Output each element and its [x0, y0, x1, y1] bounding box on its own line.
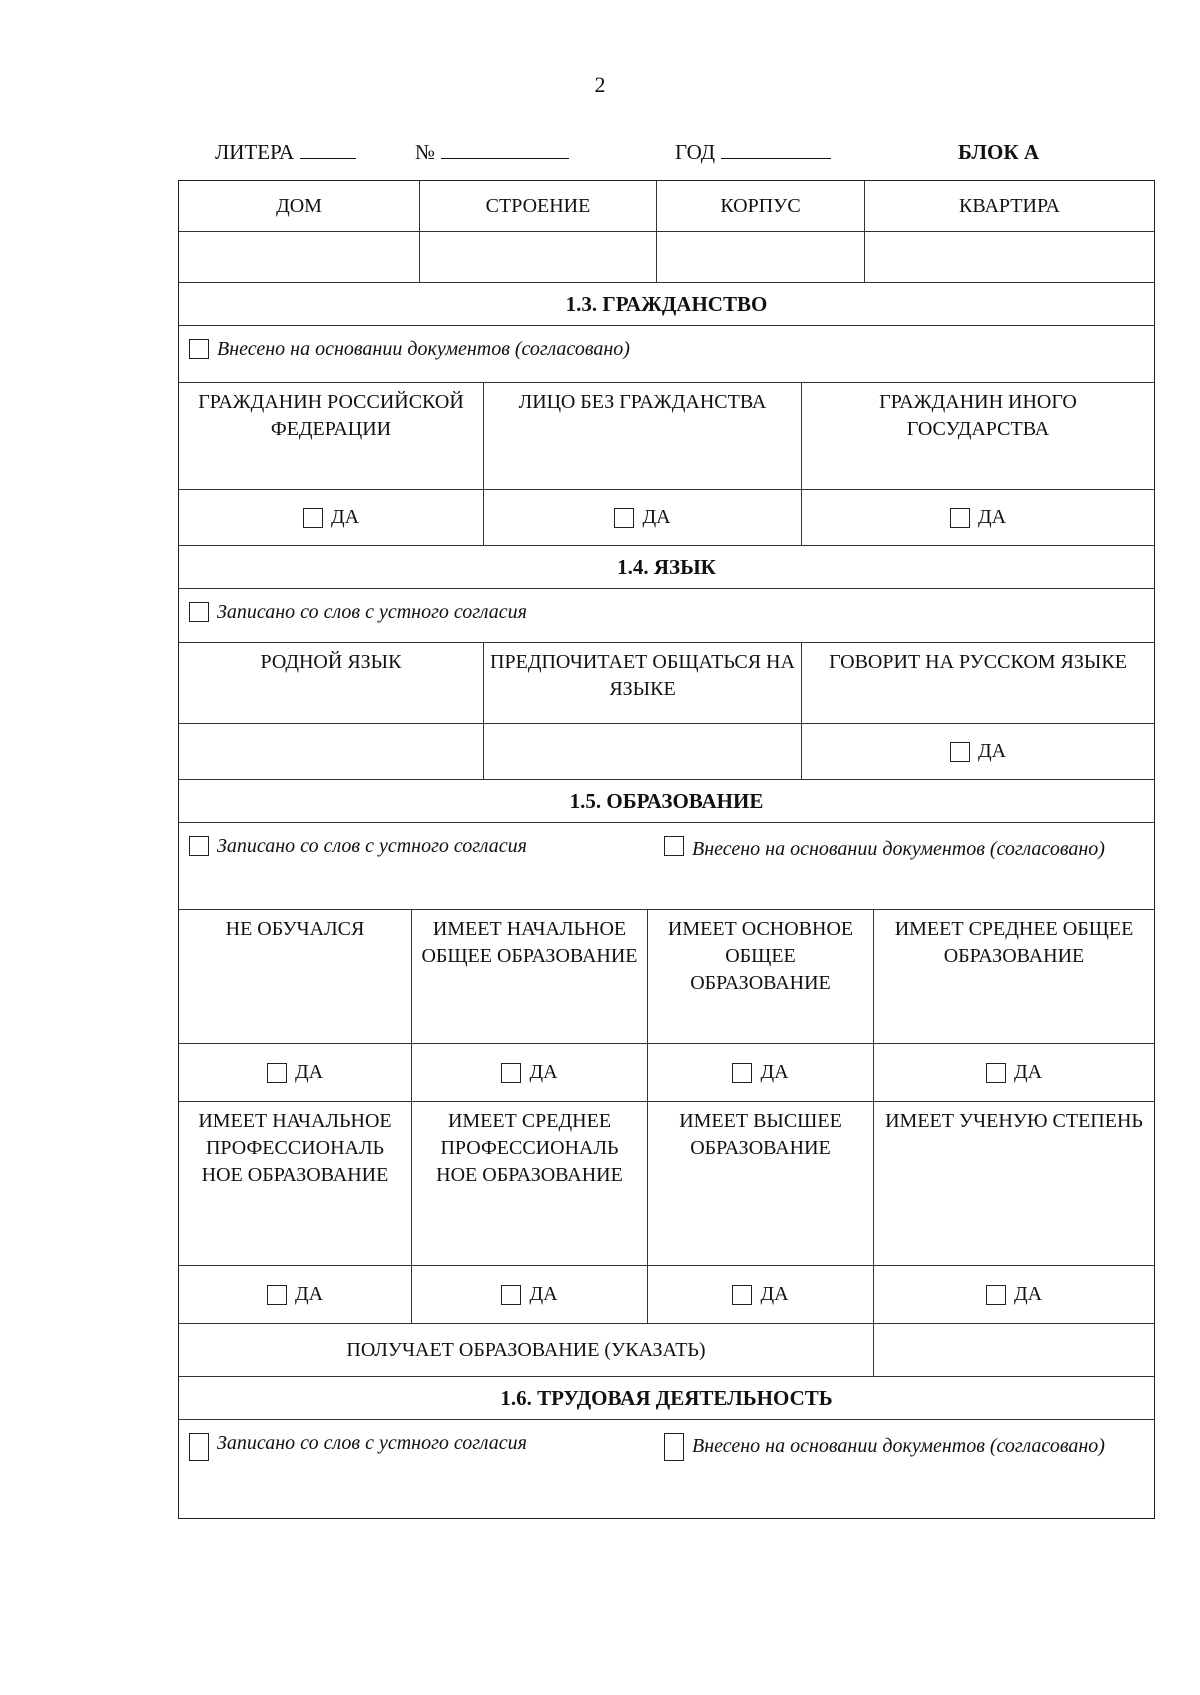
edu-none-checkbox[interactable] — [267, 1063, 287, 1083]
education-docs-checkbox[interactable] — [664, 836, 684, 856]
education-oral-label: Записано со слов с устного согласия — [217, 835, 527, 857]
language-title-row — [179, 545, 1154, 588]
employment-title-row — [179, 1376, 1154, 1419]
citizenship-options-row — [179, 382, 1154, 489]
edu-primary-vocational-label: ИМЕЕТ НАЧАЛЬНОЕ ПРОФЕССИОНАЛЬ НОЕ ОБРАЗОВАНИЕ — [198, 1110, 392, 1186]
page-number: 2 — [594, 72, 606, 97]
edu-basic-general-label: ИМЕЕТ ОСНОВНОЕ ОБЩЕЕ ОБРАЗОВАНИЕ — [647, 910, 873, 1043]
stroenie-input[interactable] — [419, 232, 656, 282]
edu-secondary-general-label: ИМЕЕТ СРЕДНЕЕ ОБЩЕЕ ОБРАЗОВАНИЕ — [873, 910, 1154, 1043]
native-language-input[interactable] — [179, 724, 483, 779]
yes-label: ДА — [977, 506, 1007, 528]
year-field[interactable] — [721, 140, 831, 159]
preferred-language-label: ПРЕДПОЧИТАЕТ ОБЩАТЬСЯ НА ЯЗЫКЕ — [483, 643, 801, 723]
preferred-language-input[interactable] — [483, 724, 801, 779]
speaks-russian-checkbox[interactable] — [950, 742, 970, 762]
receiving-education-label: ПОЛУЧАЕТ ОБРАЗОВАНИЕ (УКАЗАТЬ) — [346, 1338, 706, 1361]
language-options-row — [179, 642, 1154, 723]
korpus-header: КОРПУС — [656, 181, 864, 231]
language-title: 1.4. ЯЗЫК — [617, 555, 716, 579]
employment-note-row — [179, 1419, 1154, 1518]
language-oral-label: Записано со слов с устного согласия — [217, 601, 527, 623]
foreign-citizen-checkbox[interactable] — [950, 508, 970, 528]
litera-label: ЛИТЕРА — [215, 140, 294, 165]
dom-header: ДОМ — [276, 194, 322, 217]
stateless-checkbox[interactable] — [614, 508, 634, 528]
education-title: 1.5. ОБРАЗОВАНИЕ — [569, 789, 764, 813]
edu-secondary-vocational-checkbox[interactable] — [501, 1285, 521, 1305]
number-label: № — [415, 140, 435, 165]
citizenship-yes-row — [179, 489, 1154, 545]
yes-label: ДА — [294, 1283, 324, 1305]
citizen-rf-label: ГРАЖДАНИН РОССИЙСКОЙ ФЕДЕРАЦИИ — [198, 391, 464, 440]
edu-secondary-general-checkbox[interactable] — [986, 1063, 1006, 1083]
edu-higher-label: ИМЕЕТ ВЫСШЕЕ ОБРАЗОВАНИЕ — [647, 1102, 873, 1265]
language-oral-checkbox[interactable] — [189, 602, 209, 622]
litera-field[interactable] — [300, 140, 356, 159]
education-options-row-1 — [179, 909, 1154, 1043]
number-field[interactable] — [441, 140, 569, 159]
stroenie-header: СТРОЕНИЕ — [419, 181, 656, 231]
education-options-row-2 — [179, 1101, 1154, 1265]
form-header — [180, 140, 1155, 170]
kvartira-header: КВАРТИРА — [864, 181, 1154, 231]
citizenship-docs-label: Внесено на основании документов (согласовано) — [217, 338, 630, 360]
citizenship-note-row — [179, 325, 1154, 382]
census-form — [178, 180, 1155, 1519]
foreign-citizen-label: ГРАЖДАНИН ИНОГО ГОСУДАРСТВА — [801, 383, 1154, 489]
edu-basic-general-checkbox[interactable] — [732, 1063, 752, 1083]
yes-label: ДА — [1013, 1283, 1043, 1305]
edu-secondary-vocational-label: ИМЕЕТ СРЕДНЕЕ ПРОФЕССИОНАЛЬ НОЕ ОБРАЗОВАНИЕ — [411, 1102, 647, 1265]
education-yes-row-1 — [179, 1043, 1154, 1101]
employment-docs-checkbox[interactable] — [664, 1433, 684, 1461]
citizenship-title: 1.3. ГРАЖДАНСТВО — [565, 292, 768, 316]
employment-docs-label: Внесено на основании документов (согласовано) — [692, 1435, 1105, 1457]
yes-label: ДА — [330, 506, 360, 528]
edu-none-label: НЕ ОБУЧАЛСЯ — [225, 918, 365, 940]
language-note-row — [179, 588, 1154, 642]
edu-primary-general-label: ИМЕЕТ НАЧАЛЬНОЕ ОБЩЕЕ ОБРАЗОВАНИЕ — [411, 910, 647, 1043]
yes-label: ДА — [529, 1283, 558, 1305]
korpus-input[interactable] — [656, 232, 864, 282]
employment-oral-label: Записано со слов с устного согласия — [217, 1432, 527, 1454]
edu-academic-degree-label: ИМЕЕТ УЧЕНУЮ СТЕПЕНЬ — [873, 1102, 1154, 1265]
edu-higher-checkbox[interactable] — [732, 1285, 752, 1305]
block-label: БЛОК А — [958, 140, 1039, 164]
native-language-label: РОДНОЙ ЯЗЫК — [260, 651, 402, 673]
speaks-russian-label: ГОВОРИТ НА РУССКОМ ЯЗЫКЕ — [801, 643, 1154, 723]
citizen-rf-checkbox[interactable] — [303, 508, 323, 528]
edu-academic-degree-checkbox[interactable] — [986, 1285, 1006, 1305]
employment-oral-checkbox[interactable] — [189, 1433, 209, 1461]
citizenship-docs-checkbox[interactable] — [189, 339, 209, 359]
citizenship-title-row — [179, 282, 1154, 325]
year-label: ГОД — [675, 140, 715, 165]
yes-label: ДА — [1013, 1061, 1043, 1083]
receiving-education-input[interactable] — [873, 1324, 1154, 1376]
dom-input[interactable] — [179, 232, 419, 282]
education-oral-checkbox[interactable] — [189, 836, 209, 856]
address-header-row — [179, 181, 1154, 231]
yes-label: ДА — [642, 506, 671, 528]
yes-label: ДА — [760, 1061, 789, 1083]
employment-title: 1.6. ТРУДОВАЯ ДЕЯТЕЛЬНОСТЬ — [500, 1386, 833, 1410]
education-note-row — [179, 822, 1154, 909]
education-docs-label: Внесено на основании документов (согласовано) — [692, 838, 1105, 860]
yes-label: ДА — [294, 1061, 324, 1083]
yes-label: ДА — [760, 1283, 789, 1305]
education-yes-row-2 — [179, 1265, 1154, 1323]
stateless-label: ЛИЦО БЕЗ ГРАЖДАНСТВА — [483, 383, 801, 489]
education-title-row — [179, 779, 1154, 822]
receiving-education-row — [179, 1323, 1154, 1376]
edu-primary-general-checkbox[interactable] — [501, 1063, 521, 1083]
address-input-row — [179, 231, 1154, 282]
kvartira-input[interactable] — [864, 232, 1154, 282]
language-input-row — [179, 723, 1154, 779]
yes-label: ДА — [977, 740, 1007, 762]
edu-primary-vocational-checkbox[interactable] — [267, 1285, 287, 1305]
yes-label: ДА — [529, 1061, 558, 1083]
